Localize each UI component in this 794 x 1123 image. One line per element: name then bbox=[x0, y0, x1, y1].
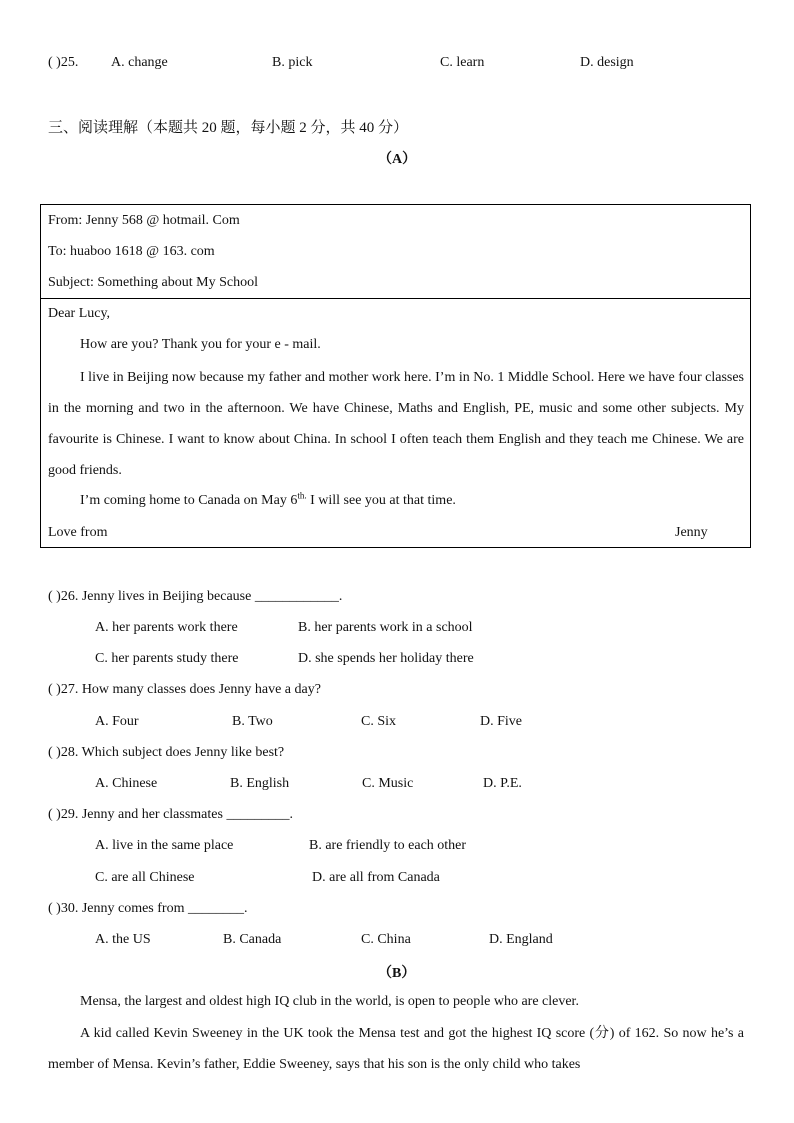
email-divider bbox=[41, 298, 750, 299]
q28-stem: ( )28. Which subject does Jenny like best? bbox=[48, 745, 285, 760]
q25-option-c: C. learn bbox=[440, 55, 485, 70]
q29-option-a: A. live in the same place bbox=[95, 838, 234, 853]
q25-number: ( )25. bbox=[48, 55, 79, 70]
email-paragraph-3-end: I will see you at that time. bbox=[306, 493, 456, 508]
email-paragraph-3-text: I’m coming home to Canada on May 6 bbox=[80, 493, 298, 508]
q26-option-c: C. her parents study there bbox=[95, 651, 239, 666]
q30-option-a: A. the US bbox=[95, 932, 151, 947]
q28-option-c: C. Music bbox=[362, 776, 414, 791]
email-paragraph-3 bbox=[80, 490, 456, 509]
q30-option-d: D. England bbox=[489, 932, 553, 947]
q26-option-d: D. she spends her holiday there bbox=[298, 651, 474, 666]
q27-option-d: D. Five bbox=[480, 714, 522, 729]
email-from: From: Jenny 568 @ hotmail. Com bbox=[48, 213, 240, 228]
q30-option-b: B. Canada bbox=[223, 932, 282, 947]
email-paragraph-1: How are you? Thank you for your e - mail. bbox=[80, 337, 321, 352]
email-greeting: Dear Lucy, bbox=[48, 306, 111, 321]
q29-stem: ( )29. Jenny and her classmates _________. bbox=[48, 807, 293, 822]
q28-option-b: B. English bbox=[230, 776, 290, 791]
q29-option-d: D. are all from Canada bbox=[312, 870, 440, 885]
q27-option-b: B. Two bbox=[232, 714, 273, 729]
part-b-paragraph-2: A kid called Kevin Sweeney in the UK took the Mensa test and got the highest IQ score (分) of 162. So now he’s a member of Mensa. Kevin’s father, Eddie Sweeney, says that his son is the only child who takes bbox=[48, 1026, 744, 1072]
q26-option-b: B. her parents work in a school bbox=[298, 620, 473, 635]
date-suffix: th. bbox=[297, 490, 307, 501]
q26-stem: ( )26. Jenny lives in Beijing because ____________. bbox=[48, 589, 343, 604]
q29-option-b: B. are friendly to each other bbox=[309, 838, 467, 853]
q25-option-b: B. pick bbox=[272, 55, 313, 70]
q30-option-c: C. China bbox=[361, 932, 411, 947]
q27-option-a: A. Four bbox=[95, 714, 139, 729]
email-signature: Jenny bbox=[675, 525, 708, 540]
q30-stem: ( )30. Jenny comes from ________. bbox=[48, 901, 248, 916]
q27-option-c: C. Six bbox=[361, 714, 397, 729]
section-title: 三、阅读理解（本题共 20 题，每小题 2 分，共 40 分） bbox=[48, 120, 409, 136]
email-subject: Subject: Something about My School bbox=[48, 275, 258, 290]
q25-option-a: A. change bbox=[111, 55, 168, 70]
q29-option-c: C. are all Chinese bbox=[95, 870, 195, 885]
q28-option-d: D. P.E. bbox=[483, 776, 522, 791]
part-b-paragraph-1: Mensa, the largest and oldest high IQ club in the world, is open to people who are clever. bbox=[80, 994, 579, 1009]
q28-option-a: A. Chinese bbox=[95, 776, 158, 791]
part-a-label: （A） bbox=[378, 152, 417, 167]
q26-option-a: A. her parents work there bbox=[95, 620, 238, 635]
part-b-label: （B） bbox=[378, 966, 416, 981]
q25-option-d: D. design bbox=[580, 55, 634, 70]
email-paragraph-2: I live in Beijing now because my father and mother work here. I’m in No. 1 Middle School. Here we have four classes in the morning and two in the afternoon. We have Chinese, Maths and English, PE, music and some other subjects. My favourite is Chinese. I want to know about China. In school I often teach them English and they teach me Chinese. We are good friends. bbox=[48, 370, 744, 478]
email-closing: Love from bbox=[48, 525, 108, 540]
q27-stem: ( )27. How many classes does Jenny have a day? bbox=[48, 682, 321, 697]
email-to: To: huaboo 1618 @ 163. com bbox=[48, 244, 215, 259]
